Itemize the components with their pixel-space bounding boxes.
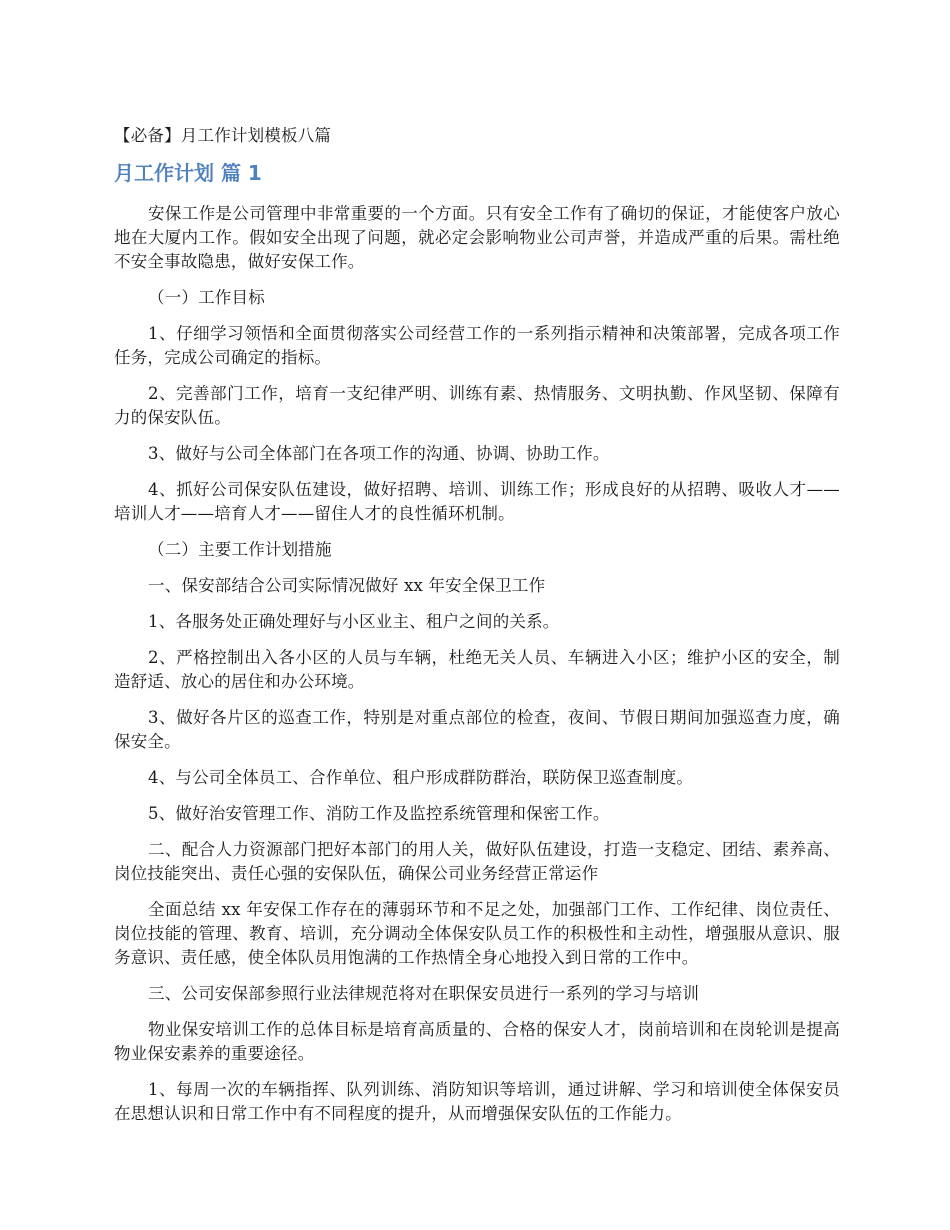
paragraph-measure-section-1: 一、保安部结合公司实际情况做好 xx 年安全保卫工作 bbox=[148, 576, 546, 595]
document-body bbox=[114, 124, 840, 1138]
section-heading: 月工作计划 篇 1 bbox=[114, 161, 262, 185]
paragraph-goal-4: 4、抓好公司保安队伍建设，做好招聘、培训、训练工作；形成良好的从招聘、吸收人才——培训人才——培育人才——留住人才的良性循环机制。 bbox=[114, 480, 840, 523]
paragraph-measure-2: 2、严格控制出入各小区的人员与车辆，杜绝无关人员、车辆进入小区；维护小区的安全，制造舒适、放心的居住和办公环境。 bbox=[114, 648, 840, 691]
paragraph-goal-1: 1、仔细学习领悟和全面贯彻落实公司经营工作的一系列指示精神和决策部署，完成各项工作任务，完成公司确定的指标。 bbox=[114, 324, 840, 367]
paragraph-measure-3: 3、做好各片区的巡查工作，特别是对重点部位的检查，夜间、节假日期间加强巡查力度，确保安全。 bbox=[114, 708, 840, 751]
paragraph-measure-4: 4、与公司全体员工、合作单位、租户形成群防群治，联防保卫巡查制度。 bbox=[148, 768, 694, 787]
paragraph-summary: 全面总结 xx 年安保工作存在的薄弱环节和不足之处，加强部门工作、工作纪律、岗位责任、岗位技能的管理、教育、培训，充分调动全体保安队员工作的积极性和主动性，增强服从意识、服务意识、责任感，使全体队员用饱满的工作热情全身心地投入到日常的工作中。 bbox=[114, 900, 840, 967]
paragraph-goal-2: 2、完善部门工作，培育一支纪律严明、训练有素、热情服务、文明执勤、作风坚韧、保障有力的保安队伍。 bbox=[114, 384, 840, 427]
paragraph-subheading-goals: （一）工作目标 bbox=[148, 288, 265, 307]
paragraph-measure-1: 1、各服务处正确处理好与小区业主、租户之间的关系。 bbox=[148, 612, 560, 631]
paragraph-training-1: 1、每周一次的车辆指挥、队列训练、消防知识等培训，通过讲解、学习和培训使全体保安员在思想认识和日常工作中有不同程度的提升，从而增强保安队伍的工作能力。 bbox=[114, 1080, 840, 1123]
paragraph-subheading-measures: （二）主要工作计划措施 bbox=[148, 540, 332, 559]
paragraph-measure-section-2: 二、配合人力资源部门把好本部门的用人关，做好队伍建设，打造一支稳定、团结、素养高、岗位技能突出、责任心强的安保队伍，确保公司业务经营正常运作 bbox=[114, 840, 840, 883]
paragraph-measure-5: 5、做好治安管理工作、消防工作及监控系统管理和保密工作。 bbox=[148, 804, 610, 823]
paragraph-measure-section-3: 三、公司安保部参照行业法律规范将对在职保安员进行一系列的学习与培训 bbox=[148, 984, 700, 1003]
document-title: 【必备】月工作计划模板八篇 bbox=[114, 126, 332, 145]
paragraph-training-goal: 物业保安培训工作的总体目标是培育高质量的、合格的保安人才，岗前培训和在岗轮训是提高物业保安素养的重要途径。 bbox=[114, 1020, 840, 1063]
paragraph-intro: 安保工作是公司管理中非常重要的一个方面。只有安全工作有了确切的保证，才能使客户放心地在大厦内工作。假如安全出现了问题，就必定会影响物业公司声誉，并造成严重的后果。需杜绝不安全事故隐患，做好安保工作。 bbox=[114, 204, 840, 271]
paragraph-goal-3: 3、做好与公司全体部门在各项工作的沟通、协调、协助工作。 bbox=[148, 444, 610, 463]
